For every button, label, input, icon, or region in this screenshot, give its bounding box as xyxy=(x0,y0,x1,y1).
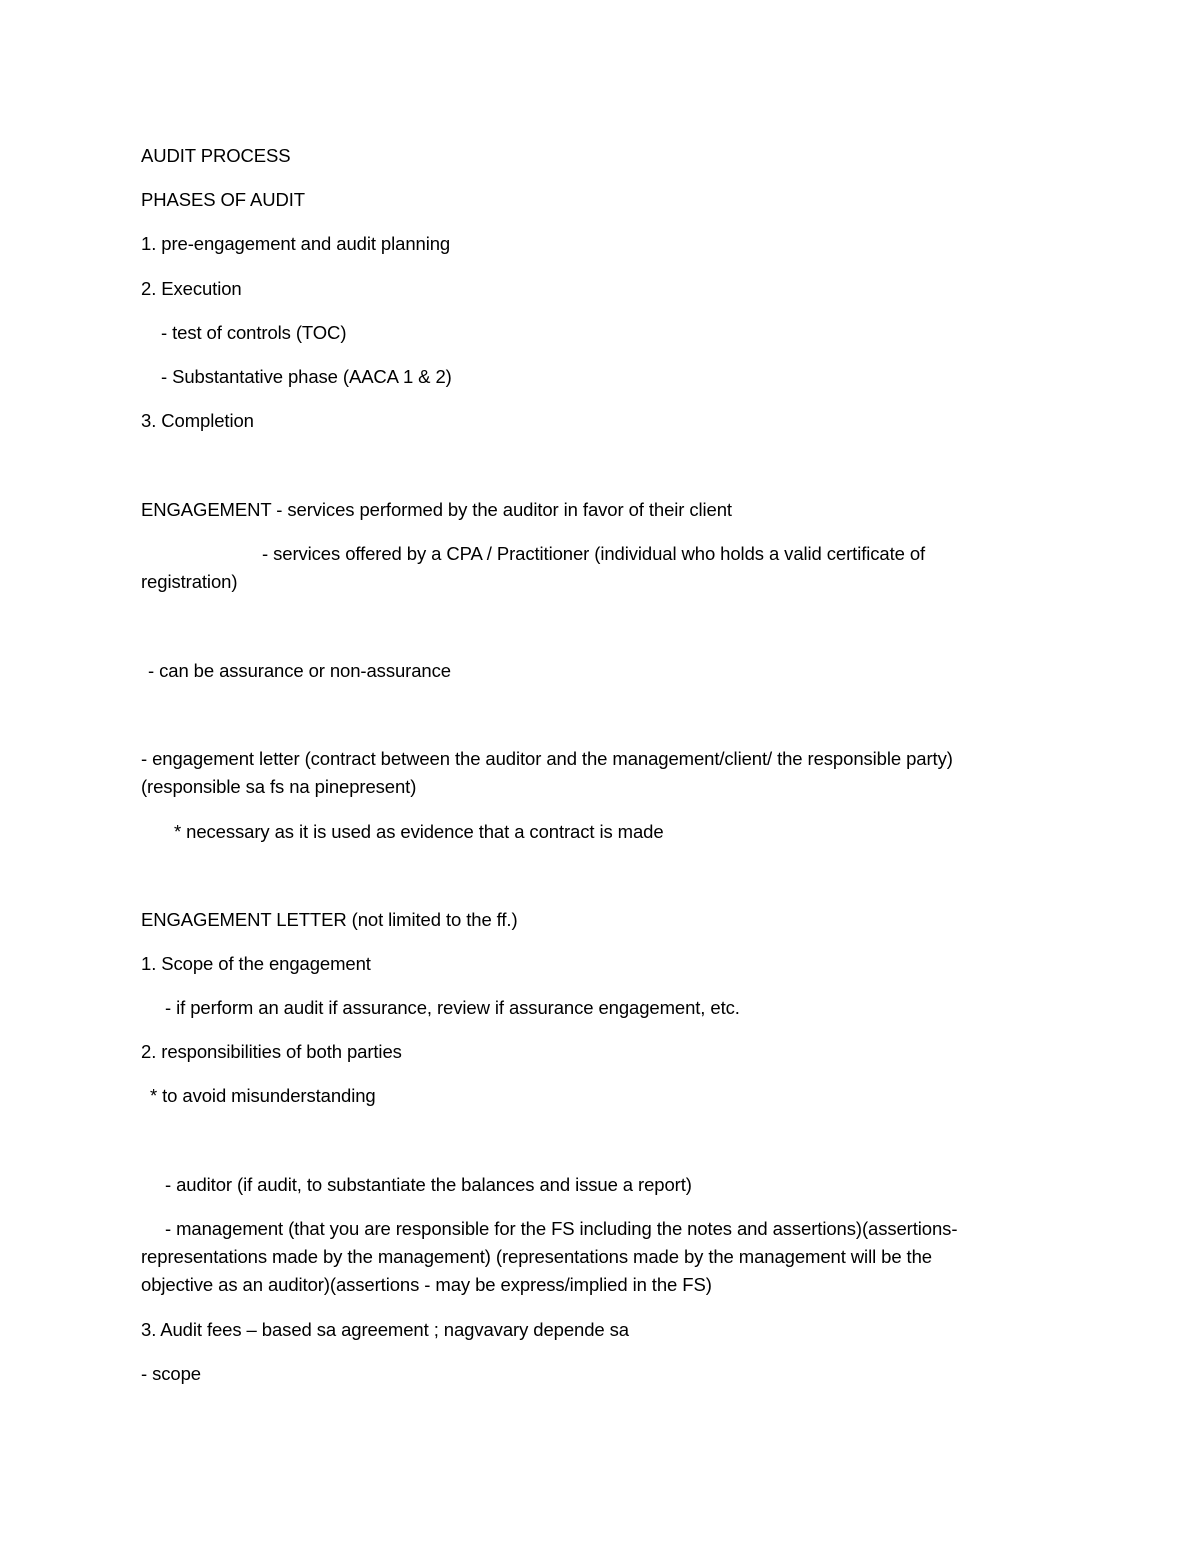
phase-item-2-substantive: - Substantative phase (AACA 1 & 2) xyxy=(161,366,452,387)
phase-item-1: 1. pre-engagement and audit planning xyxy=(141,233,451,254)
letter-item-1-detail: - if perform an audit if assurance, review if assurance engagement, etc. xyxy=(165,997,740,1018)
letter-item-1: 1. Scope of the engagement xyxy=(141,953,371,974)
phase-item-2: 2. Execution xyxy=(141,278,242,299)
letter-item-2-management: - management (that you are responsible for the FS including the notes and assertions)(assertions- xyxy=(165,1218,958,1239)
engagement-letter-line: - engagement letter (contract between the auditor and the management/client/ the responsible party) xyxy=(141,748,953,769)
letter-item-2: 2. responsibilities of both parties xyxy=(141,1041,402,1062)
phase-item-3: 3. Completion xyxy=(141,410,254,431)
letter-item-2-management-cont: representations made by the management) (representations made by the management will be the xyxy=(141,1246,932,1267)
letter-item-2-note: * to avoid misunderstanding xyxy=(150,1085,376,1106)
engagement-definition: ENGAGEMENT - services performed by the auditor in favor of their client xyxy=(141,499,732,520)
engagement-letter-line-cont: (responsible sa fs na pinepresent) xyxy=(141,776,417,797)
engagement-definition-2: - services offered by a CPA / Practitioner (individual who holds a valid certificate of xyxy=(262,543,926,564)
engagement-letter-note: * necessary as it is used as evidence that a contract is made xyxy=(174,821,664,842)
letter-item-3-scope: - scope xyxy=(141,1363,201,1384)
engagement-letter-heading: ENGAGEMENT LETTER (not limited to the ff.) xyxy=(141,909,518,930)
phases-heading: PHASES OF AUDIT xyxy=(141,189,306,210)
engagement-assurance-note: - can be assurance or non-assurance xyxy=(148,660,451,681)
letter-item-2-management-cont-2: objective as an auditor)(assertions - may be express/implied in the FS) xyxy=(141,1274,712,1295)
letter-item-2-auditor: - auditor (if audit, to substantiate the balances and issue a report) xyxy=(165,1174,692,1195)
letter-item-3: 3. Audit fees – based sa agreement ; nagvavary depende sa xyxy=(141,1319,629,1340)
phase-item-2-toc: - test of controls (TOC) xyxy=(161,322,347,343)
document-title: AUDIT PROCESS xyxy=(141,145,291,166)
engagement-definition-2-cont: registration) xyxy=(141,571,238,592)
